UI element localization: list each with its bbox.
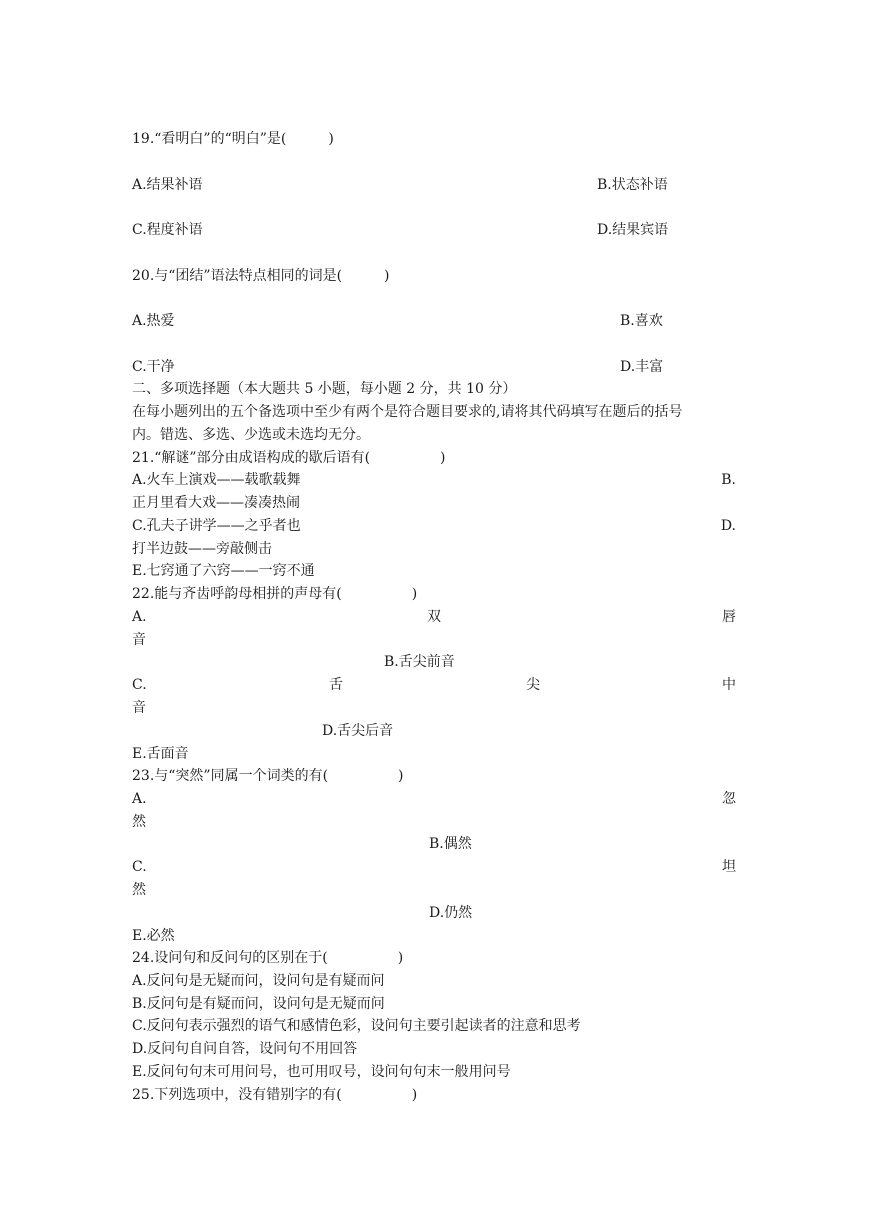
- q22-option-c-label: C.: [132, 677, 147, 693]
- q23-option-a-char2: 然: [132, 814, 146, 830]
- q20-stem: 20.与“团结”语法特点相同的词是( ): [132, 268, 390, 284]
- q22-option-a-label: A.: [132, 609, 147, 625]
- q19-option-c: C.程度补语: [132, 222, 203, 238]
- q19-option-d: D.结果宾语: [597, 222, 669, 238]
- q21-line-c: [132, 516, 736, 536]
- q22-option-a-char2: 唇: [722, 609, 736, 625]
- q20-option-c: C.干净: [132, 359, 175, 375]
- q20-option-d: D.丰富: [620, 359, 664, 375]
- q24-option-c: C.反问句表示强烈的语气和感情色彩，设问句主要引起读者的注意和思考: [132, 1018, 581, 1034]
- q23-option-c-char2: 然: [132, 882, 146, 898]
- q21-option-b-text: 正月里看大戏——凑凑热闹: [132, 495, 300, 511]
- q24-option-a: A.反问句是无疑而问，设问句是有疑而问: [132, 973, 385, 989]
- q21-line-a: [132, 470, 736, 490]
- q24-option-b: B.反问句是有疑而问，设问句是无疑而问: [132, 996, 385, 1012]
- q21-option-c: C.孔夫子讲学——之乎者也: [132, 518, 301, 534]
- q24-option-d: D.反问句自问自答，设问句不用回答: [132, 1041, 358, 1057]
- q23-option-e: E.必然: [132, 928, 175, 944]
- q21-option-e: E.七窍通了六窍——一窍不通: [132, 563, 315, 579]
- q23-stem: 23.与“突然”同属一个词类的有( ): [132, 768, 404, 784]
- q22-option-c-char2: 尖: [526, 677, 540, 693]
- q22-option-c-char3: 中: [722, 677, 736, 693]
- q22-option-a-char1: 双: [427, 609, 441, 625]
- q22-option-e: E.舌面音: [132, 746, 189, 762]
- q22-stem: 22.能与齐齿呼韵母相拼的声母有( ): [132, 586, 418, 602]
- q21-option-d-text: 打半边鼓——旁敲侧击: [132, 541, 272, 557]
- q23-option-c-char1: 坦: [722, 859, 736, 875]
- q23-option-c-label: C.: [132, 859, 147, 875]
- q24-option-e: E.反问句句末可用问号，也可用叹号，设问句句末一般用问号: [132, 1064, 511, 1080]
- q23-option-a-label: A.: [132, 791, 147, 807]
- q22-option-c-char4: 音: [132, 700, 146, 716]
- q19-option-a: A.结果补语: [132, 177, 203, 193]
- q19-option-b: B.状态补语: [597, 177, 668, 193]
- q22-option-c-char1: 舌: [329, 677, 343, 693]
- q21-option-a: A.火车上演戏——载歌载舞: [132, 472, 301, 488]
- q21-option-d-label: D.: [720, 518, 736, 534]
- q23-option-d: D.仍然: [429, 905, 473, 921]
- q25-stem: 25.下列选项中，没有错别字的有( ): [132, 1087, 418, 1103]
- q20-option-a: A.热爱: [132, 313, 175, 329]
- q22-option-d: D.舌尖后音: [322, 723, 394, 739]
- q20-option-b: B.喜欢: [620, 313, 663, 329]
- q21-stem: 21.“解谜”部分由成语构成的歇后语有( ): [132, 450, 446, 466]
- q24-stem: 24.设问句和反问句的区别在于( ): [132, 950, 404, 966]
- q23-option-a-char1: 忽: [722, 791, 736, 807]
- section-instruction-line1: 在每小题列出的五个备选项中至少有两个是符合题目要求的,请将其代码填写在题后的括号: [132, 404, 683, 420]
- section-heading: 二、多项选择题（本大题共 5 小题，每小题 2 分，共 10 分）: [132, 381, 517, 397]
- q22-option-a-char3: 音: [132, 632, 146, 648]
- q23-option-b: B.偶然: [429, 836, 472, 852]
- q22-option-b: B.舌尖前音: [384, 654, 455, 670]
- q19-stem: 19.“看明白”的“明白”是( ): [132, 131, 334, 147]
- section-instruction-line2: 内。错选、多选、少选或未选均无分。: [132, 427, 370, 443]
- q21-option-b-label: B.: [721, 472, 736, 488]
